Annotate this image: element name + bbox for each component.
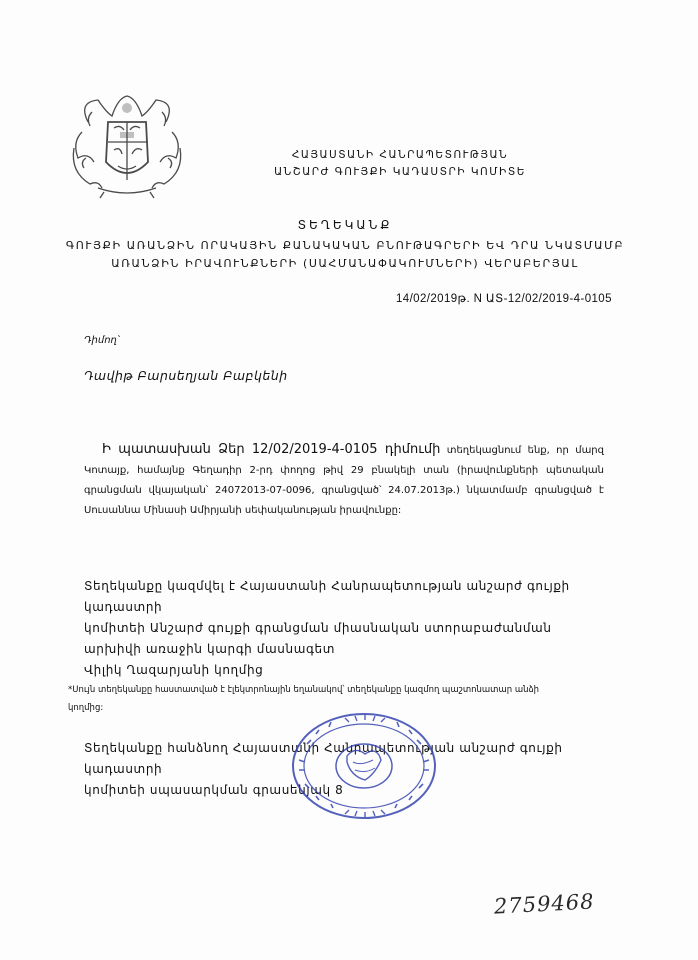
header-line-1: ՀԱՅԱՍՏԱՆԻ ՀԱՆՐԱՊԵՏՈՒԹՅԱՆ [291,149,509,161]
handwritten-number: 2759468 [493,889,596,919]
official-stamp-seal [289,710,439,822]
prepared-line-2: կոմիտեի Անշարժ գույքի գրանցման միասնական ստորաբաժանման [84,621,552,635]
issued-line-1: Տեղեկանքը հանձնող Հայաստանի Հանրապետության անշարժ գույքի կադաստրի [84,741,563,776]
prepared-line-4: Վիլիկ Ղազարյանի կողմից [84,663,264,677]
document-title [60,216,630,273]
body-text: տեղեկացնում ենք, որ մարզ Կոտայք, համայնք Գեղադիր 2-րդ փողոց թիվ 29 բնակելի տան (իրավունքների պետական գրանցման վկայական՝ 24072013-07-0096, գրանցված՝ 24.07.2013թ.) նկատմամբ գրանցված է Սուսաննա Մինասի Ամիրյանի սեփականության իրավունքը: [84,445,604,516]
prepared-by-block [84,576,644,681]
footnote-line-2: կողմից: [68,703,104,713]
footnote-line-1: *Սույն տեղեկանքը հաստատված է էլեկտրոնային եղանակով՝ տեղեկանքը կազմող պաշտոնատար անձի [68,685,540,695]
prepared-line-3: արխիվի առաջին կարգի մասնագետ [84,642,335,656]
armenian-coat-of-arms-emblem [68,92,186,200]
title-line-1: ՏԵՂԵԿԱՆՔ [297,218,393,232]
header-line-2: ԱՆՇԱՐԺ ԳՈՒՅՔԻ ԿԱԴԱՍՏՐԻ ԿՈՄԻՏԵ [274,166,526,178]
applicant-label: Դիմող՝ [84,335,120,346]
prepared-line-1: Տեղեկանքը կազմվել է Հայաստանի Հանրապետության անշարժ գույքի կադաստրի [84,579,570,614]
body-paragraph [84,440,604,521]
applicant-name: Դավիթ Բարսեղյան Բաբկենի [84,368,288,383]
reference-number: 14/02/2019թ. N ԱՏ-12/02/2019-4-0105 [396,293,612,305]
title-line-2: ԳՈՒՅՔԻ ԱՌԱՆՁԻՆ ՈՐԱԿԱՅԻՆ ՔԱՆԱԿԱԿԱՆ ԲՆՈՒԹԱԳՐԵՐԻ ԵՎ ԴՐԱ ՆԿԱՏՄԱՄԲ [65,239,625,252]
title-line-3: ԱՌԱՆՁԻՆ ԻՐԱՎՈՒՆՔՆԵՐԻ (ՍԱՀՄԱՆԱՓԱԿՈՒՄՆԵՐԻ) ՎԵՐԱԲԵՐՅԱԼ [111,257,579,270]
issued-line-2: կոմիտեի սպասարկման գրասենյակ 8 [84,783,344,797]
issuing-authority-header [250,147,550,181]
body-lead: Ի պատասխան Ձեր 12/02/2019-4-0105 դիմումի [102,442,441,457]
